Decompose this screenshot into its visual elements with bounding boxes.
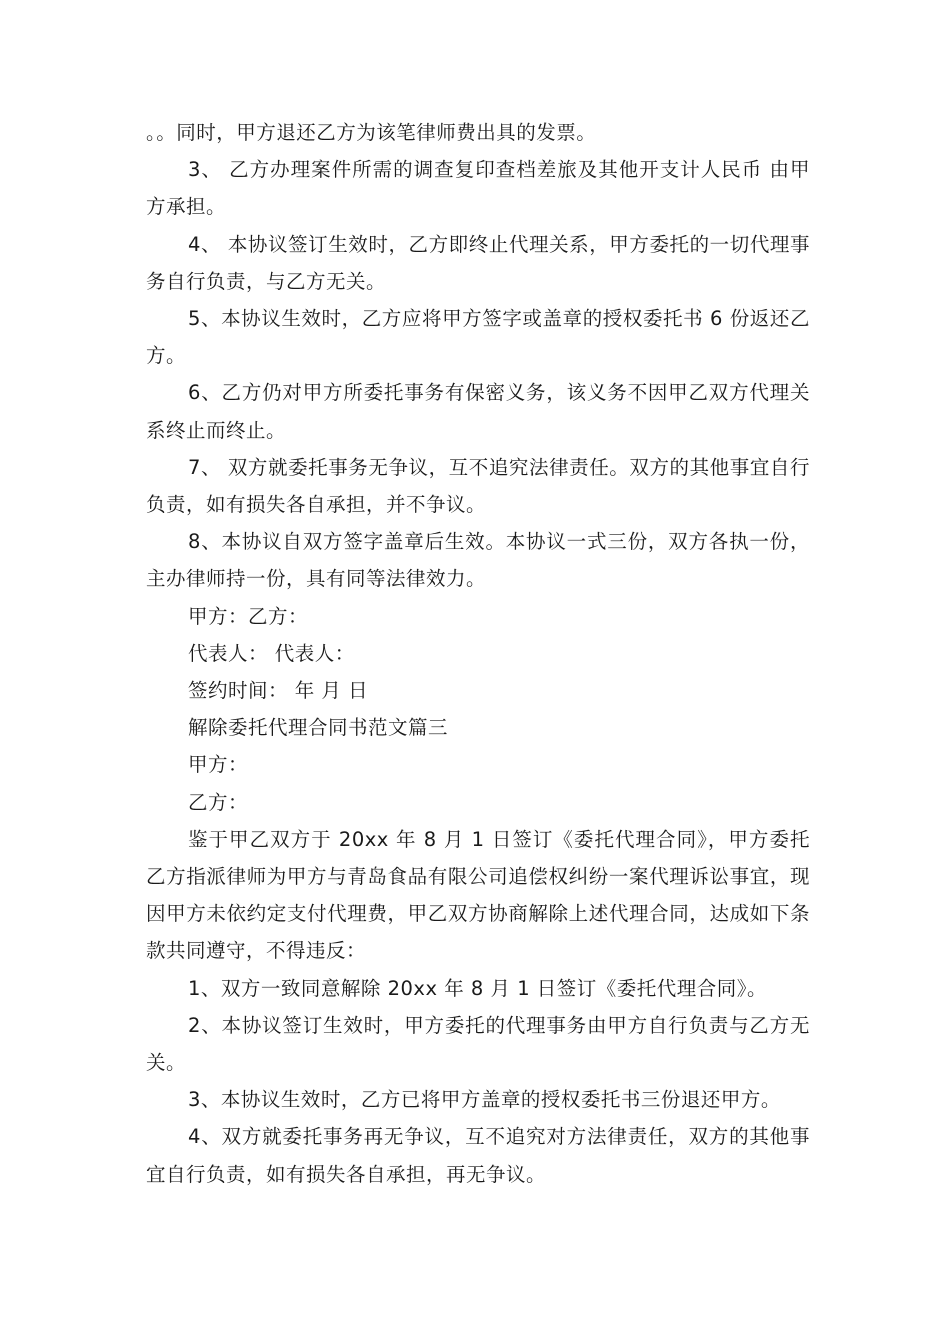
paragraph-1: 3、 乙方办理案件所需的调查复印查档差旅及其他开支计人民币 由甲方承担。 xyxy=(146,158,810,219)
party-line: 甲方：乙方： xyxy=(188,604,309,628)
paragraph-13: 鉴于甲乙双方于 20xx 年 8 月 1 日签订《委托代理合同》，甲方委托乙方指派律师为甲方与青岛食品有限公司追偿权纠纷一案代理诉讼事宜，现因甲方未依约定支付代理费，甲乙双方协商解除上述代理合同，达成如下条款共同遵守，不得违反： xyxy=(146,827,810,963)
party-a-line: 甲方： xyxy=(188,753,249,777)
section-heading: 解除委托代理合同书范文篇三 xyxy=(188,716,449,740)
paragraph-5: 7、 双方就委托事务无争议，互不追究法律责任。双方的其他事宜自行负责，如有损失各自承担，并不争议。 xyxy=(146,455,810,517)
paragraph-0: 。。同时，甲方退还乙方为该笔律师费出具的发票。 xyxy=(146,121,597,144)
paragraph-14: 1、双方一致同意解除 20xx 年 8 月 1 日签订《委托代理合同》。 xyxy=(188,976,768,1000)
signing-date-line: 签约时间： 年 月 日 xyxy=(188,679,369,703)
paragraph-15: 2、本协议签订生效时，甲方委托的代理事务由甲方自行负责与乙方无关。 xyxy=(146,1013,810,1075)
paragraph-16: 3、本协议生效时，乙方已将甲方盖章的授权委托书三份退还甲方。 xyxy=(188,1088,781,1112)
paragraph-17: 4、双方就委托事务再无争议，互不追究对方法律责任，双方的其他事宜自行负责，如有损失各自承担，再无争议。 xyxy=(146,1125,810,1186)
party-b-line: 乙方： xyxy=(188,790,249,814)
paragraph-2: 4、 本协议签订生效时，乙方即终止代理关系，甲方委托的一切代理事务自行负责，与乙方无关。 xyxy=(146,232,810,293)
paragraph-3: 5、本协议生效时，乙方应将甲方签字或盖章的授权委托书 6 份返还乙方。 xyxy=(146,307,810,368)
representative-line: 代表人： 代表人： xyxy=(188,641,355,665)
paragraph-6: 8、本协议自双方签字盖章后生效。本协议一式三份，双方各执一份，主办律师持一份，具有同等法律效力。 xyxy=(146,530,810,591)
paragraph-4: 6、乙方仍对甲方所委托事务有保密义务，该义务不因甲乙双方代理关系终止而终止。 xyxy=(146,381,810,442)
